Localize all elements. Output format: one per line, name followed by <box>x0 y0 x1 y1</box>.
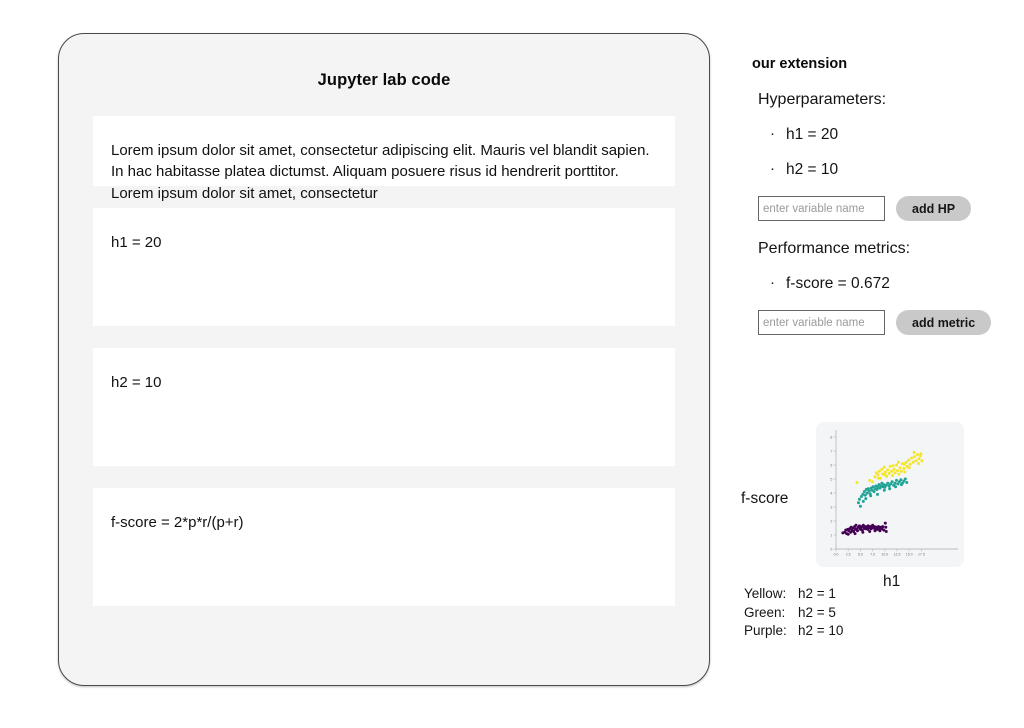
performance-metrics-list <box>740 275 1024 293</box>
chart-x-axis-label: h1 <box>883 573 901 590</box>
svg-text:7: 7 <box>830 449 833 454</box>
jupyter-card-title: Jupyter lab code <box>317 71 451 89</box>
legend-value: h2 = 10 <box>798 623 844 639</box>
svg-text:2: 2 <box>830 519 833 524</box>
list-item <box>770 161 1024 179</box>
performance-metrics-heading: Performance metrics: <box>758 240 911 257</box>
svg-text:6: 6 <box>830 463 833 468</box>
metric-name-input[interactable] <box>758 310 885 335</box>
hyperparameter-value: h1 = 20 <box>786 126 839 143</box>
chart-plot-area <box>816 422 964 567</box>
svg-text:8: 8 <box>830 435 833 440</box>
svg-text:1: 1 <box>830 533 833 538</box>
bullet-icon: · <box>770 125 775 142</box>
notebook-code-cell-h1[interactable] <box>93 208 675 326</box>
scatter-plot-svg <box>816 422 964 567</box>
list-item <box>770 275 1024 293</box>
add-hyperparameter-row <box>758 196 1024 221</box>
notebook-markdown-cell[interactable] <box>93 116 675 202</box>
hyperparameters-heading: Hyperparameters: <box>758 91 887 108</box>
list-item <box>770 126 1024 144</box>
legend-item <box>744 622 843 641</box>
svg-text:5: 5 <box>830 477 833 482</box>
fscore-vs-h1-chart <box>740 420 1024 650</box>
extension-panel <box>740 56 1024 335</box>
notebook-cell-content: Lorem ipsum dolor sit amet, consectetur adipiscing elit. Mauris vel blandit sapien. In hac habitasse platea dictumst. Aliquam posuere risus id hendrerit porttitor. Lorem ipsum dolor sit amet, consectetur <box>111 142 650 202</box>
svg-text:4: 4 <box>830 491 833 496</box>
legend-color-name: Yellow: <box>744 586 787 601</box>
svg-text:5.0: 5.0 <box>857 552 863 557</box>
legend-color-name: Purple: <box>744 623 787 639</box>
extension-panel-title: our extension <box>752 56 848 72</box>
add-metric-button[interactable]: add metric <box>896 310 991 335</box>
add-hp-button[interactable]: add HP <box>896 196 971 221</box>
hyperparameter-value: h2 = 10 <box>786 161 839 178</box>
bullet-icon: · <box>770 160 775 177</box>
notebook-cell-content: h2 = 10 <box>111 374 162 391</box>
legend-value: h2 = 1 <box>798 586 836 601</box>
legend-color-name: Green: <box>744 604 786 620</box>
jupyter-lab-card <box>58 33 710 686</box>
notebook-cell-content: h1 = 20 <box>111 234 162 251</box>
notebook-code-cell-fscore[interactable] <box>93 488 675 606</box>
svg-text:12.5: 12.5 <box>893 552 901 557</box>
chart-y-axis-label: f-score <box>741 490 789 507</box>
notebook-cell-list <box>59 116 709 606</box>
notebook-cell-content: f-score = 2*p*r/(p+r) <box>111 514 244 531</box>
metric-value: f-score = 0.672 <box>786 275 890 292</box>
chart-legend <box>744 585 843 641</box>
bullet-icon: · <box>770 274 775 291</box>
hyperparameter-name-input[interactable] <box>758 196 885 221</box>
svg-text:0: 0 <box>830 547 833 552</box>
svg-text:0.0: 0.0 <box>833 552 839 557</box>
legend-value: h2 = 5 <box>798 604 836 620</box>
add-metric-row <box>758 310 1024 335</box>
notebook-code-cell-h2[interactable] <box>93 348 675 466</box>
svg-text:2.5: 2.5 <box>845 552 851 557</box>
legend-item <box>744 604 843 623</box>
svg-text:17.5: 17.5 <box>917 552 925 557</box>
svg-text:7.5: 7.5 <box>870 552 876 557</box>
svg-text:3: 3 <box>830 505 833 510</box>
legend-item <box>744 585 843 604</box>
hyperparameters-list <box>740 126 1024 179</box>
svg-text:10.0: 10.0 <box>881 552 889 557</box>
svg-text:15.0: 15.0 <box>905 552 913 557</box>
